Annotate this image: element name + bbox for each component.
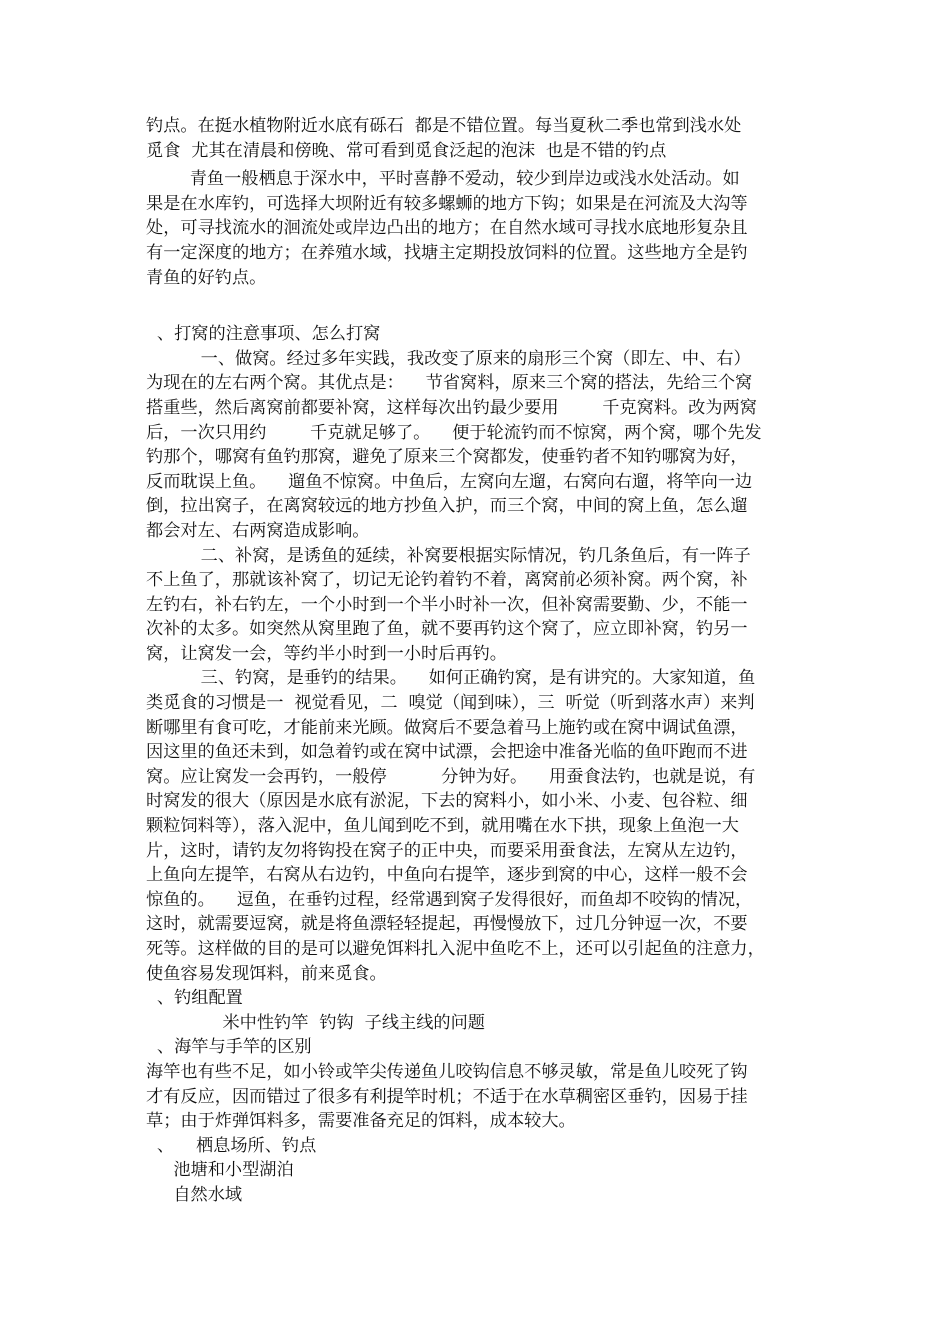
section-buwo — [146, 544, 811, 667]
text-line-diaozu: 米中性钓竿 钓钩 子线主线的问题 — [146, 1012, 485, 1033]
text-line: 后，一次只用约 千克就足够了。 便于轮流钓而不惊窝，两个窝，哪个先发 — [146, 422, 762, 443]
text-line: 片，这时，请钓友勿将钩投在窝子的正中央，而要采用蚕食法，左窝从左边钓， — [146, 840, 748, 861]
section-zuowo — [146, 347, 811, 544]
text-line: 次补的太多。如突然从窝里跑了鱼，就不要再钓这个窝了，应立即补窝，钓另一 — [146, 619, 748, 640]
text-line: 因这里的鱼还未到，如急着钓或在窝中试漂，会把途中准备光临的鱼吓跑而不进 — [146, 742, 748, 763]
text-line: 这时，就需要逗窝，就是将鱼漂轻轻提起，再慢慢放下，过几分钟逗一次，不要 — [146, 914, 748, 935]
section-heading-qixi: 、 栖息场所、钓点 — [146, 1135, 317, 1156]
text-line: 一、做窝。经过多年实践，我改变了原来的扇形三个窝（即左、中、右） — [146, 348, 751, 369]
text-line: 颗粒饲料等），落入泥中，鱼儿闻到吃不到，就用嘴在水下拱，现象上鱼泡一大 — [146, 816, 739, 837]
paragraph-qingyu — [146, 167, 811, 290]
text-line: 青鱼的好钓点。 — [146, 267, 267, 288]
text-line: 死等。这样做的目的是可以避免饵料扎入泥中鱼吃不上，还可以引起鱼的注意力， — [146, 939, 765, 959]
text-line: 觅食 尤其在清晨和傍晚、常可看到觅食泛起的泡沫 也是不错的钓点 — [146, 140, 667, 161]
list-item-chitang: 池塘和小型湖泊 — [146, 1160, 294, 1181]
text-line: 海竿也有些不足，如小铃或竿尖传递鱼儿咬钩信息不够灵敏，常是鱼儿咬死了钩 — [146, 1061, 748, 1082]
text-line: 不上鱼了，那就该补窝了，切记无论钓着钓不着，离窝前必须补窝。两个窝，补 — [146, 570, 748, 591]
text-line: 惊鱼的。 逗鱼，在垂钓过程，经常遇到窝子发得很好，而鱼却不咬钩的情况， — [146, 889, 753, 910]
text-line: 左钓右，补右钓左，一个小时到一个半小时补一次，但补窝需要勤、少，不能一 — [146, 594, 748, 615]
text-line: 处，可寻找流水的洄流处或岸边凸出的地方；在自然水域可寻找水底地形复杂且 — [146, 218, 748, 239]
section-heading-diaozu: 、钓组配置 — [146, 988, 243, 1009]
text-line: 使鱼容易发现饵料，前来觅食。 — [146, 963, 387, 984]
text-line: 三、钓窝，是垂钓的结果。 如何正确钓窝，是有讲究的。大家知道，鱼 — [146, 668, 756, 689]
text-line: 断哪里有食可吃，才能前来光顾。做窝后不要急着马上施钓或在窝中调试鱼漂， — [146, 717, 748, 738]
text-line: 才有反应，因而错过了很多有利提竿时机；不适于在水草稠密区垂钓，因易于挂 — [146, 1086, 748, 1107]
text-line: 青鱼一般栖息于深水中，平时喜静不爱动，较少到岸边或浅水处活动。如 — [146, 169, 740, 190]
text-line: 窝。应让窝发一会再钓，一般停 分钟为好。 用蚕食法钓，也就是说，有 — [146, 766, 756, 787]
text-line: 都会对左、右两窝造成影响。 — [146, 520, 370, 541]
text-line: 窝，让窝发一会，等约半小时到一小时后再钓。 — [146, 643, 507, 664]
text-line: 搭重些，然后离窝前都要补窝，这样每次出钓最少要用 千克窝料。改为两窝 — [146, 397, 757, 418]
section-diaowo — [146, 666, 811, 986]
text-line: 时窝发的很大（原因是水底有淤泥，下去的窝料小，如小米、小麦、包谷粒、细 — [146, 791, 748, 812]
text-line: 反而耽误上鱼。 遛鱼不惊窝。中鱼后，左窝向左遛，右窝向右遛，将竿向一边 — [146, 471, 753, 492]
section-haigan — [146, 1060, 811, 1134]
text-line: 有一定深度的地方；在养殖水域，找塘主定期投放饲料的位置。这些地方全是钓 — [146, 242, 748, 263]
text-line: 倒，拉出窝子，在离窝较远的地方抄鱼入护，而三个窝，中间的窝上鱼，怎么遛 — [146, 496, 748, 517]
text-line: 为现在的左右两个窝。其优点是： 节省窝料，原来三个窝的搭法，先给三个窝 — [146, 373, 753, 394]
list-item-ziran: 自然水域 — [146, 1184, 243, 1205]
text-line: 果是在水库钓，可选择大坝附近有较多螺蛳的地方下钩；如果是在河流及大沟等 — [146, 193, 748, 214]
text-line: 钓那个，哪窝有鱼钓那窝，避免了原来三个窝都发，使垂钓者不知钓哪窝为好， — [146, 447, 748, 468]
paragraph-feeding-spots — [146, 114, 811, 163]
text-line: 上鱼向左提竿，右窝从右边钓，中鱼向右提竿，逐步到窝的中心，这样一般不会 — [146, 865, 748, 886]
text-line: 二、补窝，是诱鱼的延续，补窝要根据实际情况，钓几条鱼后，有一阵子 — [146, 545, 751, 566]
text-line: 钓点。在挺水植物附近水底有砾石 都是不错位置。每当夏秋二季也常到浅水处 — [146, 116, 742, 136]
section-heading-haigan: 、海竿与手竿的区别 — [146, 1037, 312, 1058]
document-page — [146, 114, 811, 1208]
section-heading-dawo: 、打窝的注意事项、怎么打窝 — [146, 324, 381, 345]
text-line: 草；由于炸弹饵料多，需要准备充足的饵料，成本较大。 — [146, 1111, 576, 1132]
text-line: 类觅食的习惯是一 视觉看见，二 嗅觉（闻到味），三 听觉（听到落水声）来判 — [146, 693, 755, 714]
